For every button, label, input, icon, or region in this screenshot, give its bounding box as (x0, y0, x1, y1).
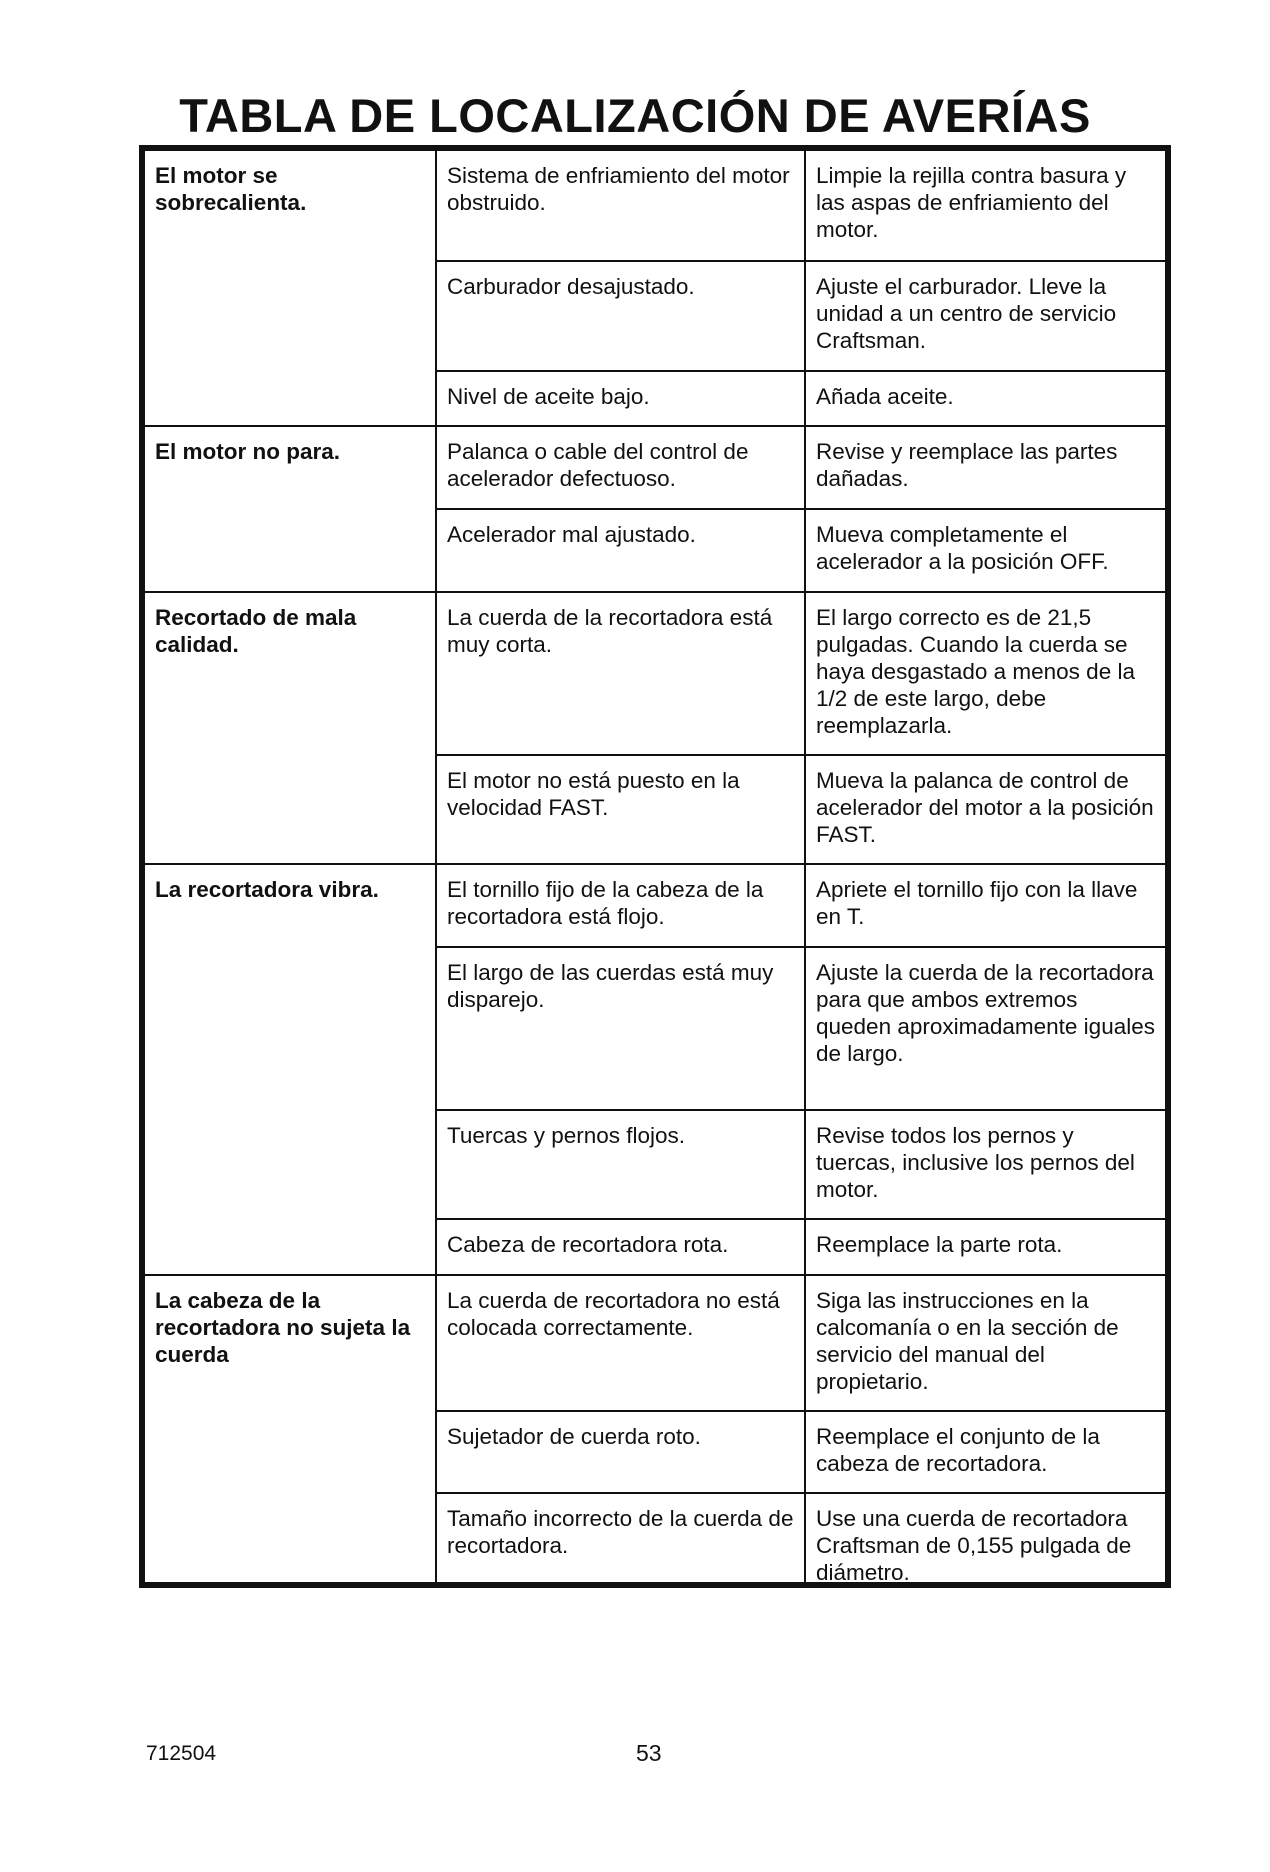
remedy-cell: Limpie la rejilla contra basura y las aspas de enfriamiento del motor. (805, 151, 1165, 261)
cause-cell: La cuerda de la recortadora está muy corta. (436, 592, 805, 755)
remedy-cell: Mueva la palanca de control de acelerador del motor a la posición FAST. (805, 755, 1165, 864)
remedy-cell: Revise todos los pernos y tuercas, inclusive los pernos del motor. (805, 1110, 1165, 1219)
troubleshooting-table (139, 145, 1171, 1588)
cause-cell: El motor no está puesto en la velocidad FAST. (436, 755, 805, 864)
cause-cell: El tornillo fijo de la cabeza de la recortadora está flojo. (436, 864, 805, 947)
cause-cell: La cuerda de recortadora no está colocada correctamente. (436, 1275, 805, 1411)
remedy-cell: Reemplace la parte rota. (805, 1219, 1165, 1275)
cause-cell: Sujetador de cuerda roto. (436, 1411, 805, 1493)
problem-cell: Recortado de mala calidad. (145, 592, 436, 864)
remedy-cell: Revise y reemplace las partes dañadas. (805, 426, 1165, 509)
cause-cell: Carburador desajustado. (436, 261, 805, 371)
page-title: TABLA DE LOCALIZACIÓN DE AVERÍAS (179, 89, 1091, 142)
cause-cell: Palanca o cable del control de acelerador defectuoso. (436, 426, 805, 509)
cause-cell: Nivel de aceite bajo. (436, 371, 805, 426)
problem-cell: La cabeza de la recortadora no sujeta la cuerda (145, 1275, 436, 1586)
cause-cell: El largo de las cuerdas está muy disparejo. (436, 947, 805, 1110)
table-row (145, 426, 1165, 509)
remedy-cell: Añada aceite. (805, 371, 1165, 426)
cause-cell: Cabeza de recortadora rota. (436, 1219, 805, 1275)
table-row (145, 864, 1165, 947)
remedy-cell: Mueva completamente el acelerador a la posición OFF. (805, 509, 1165, 592)
table-row (145, 1275, 1165, 1411)
remedy-cell: Siga las instrucciones en la calcomanía o en la sección de servicio del manual del propietario. (805, 1275, 1165, 1411)
problem-cell: La recortadora vibra. (145, 864, 436, 1275)
remedy-cell: Ajuste la cuerda de la recortadora para que ambos extremos queden aproximadamente iguales de largo. (805, 947, 1165, 1110)
remedy-cell: Ajuste el carburador. Lleve la unidad a un centro de servicio Craftsman. (805, 261, 1165, 371)
table-row (145, 151, 1165, 261)
document-code: 712504 (146, 1742, 217, 1765)
problem-cell: El motor no para. (145, 426, 436, 592)
problem-cell: El motor se sobrecalienta. (145, 151, 436, 426)
cause-cell: Tamaño incorrecto de la cuerda de recortadora. (436, 1493, 805, 1586)
remedy-cell: El largo correcto es de 21,5 pulgadas. Cuando la cuerda se haya desgastado a menos de la 1/2 de este largo, debe reemplazarla. (805, 592, 1165, 755)
remedy-cell: Apriete el tornillo fijo con la llave en T. (805, 864, 1165, 947)
cause-cell: Tuercas y pernos flojos. (436, 1110, 805, 1219)
remedy-cell: Use una cuerda de recortadora Craftsman de 0,155 pulgada de diámetro. (805, 1493, 1165, 1586)
page-number: 53 (636, 1740, 662, 1766)
cause-cell: Sistema de enfriamiento del motor obstruido. (436, 151, 805, 261)
cause-cell: Acelerador mal ajustado. (436, 509, 805, 592)
table-row (145, 592, 1165, 755)
remedy-cell: Reemplace el conjunto de la cabeza de recortadora. (805, 1411, 1165, 1493)
